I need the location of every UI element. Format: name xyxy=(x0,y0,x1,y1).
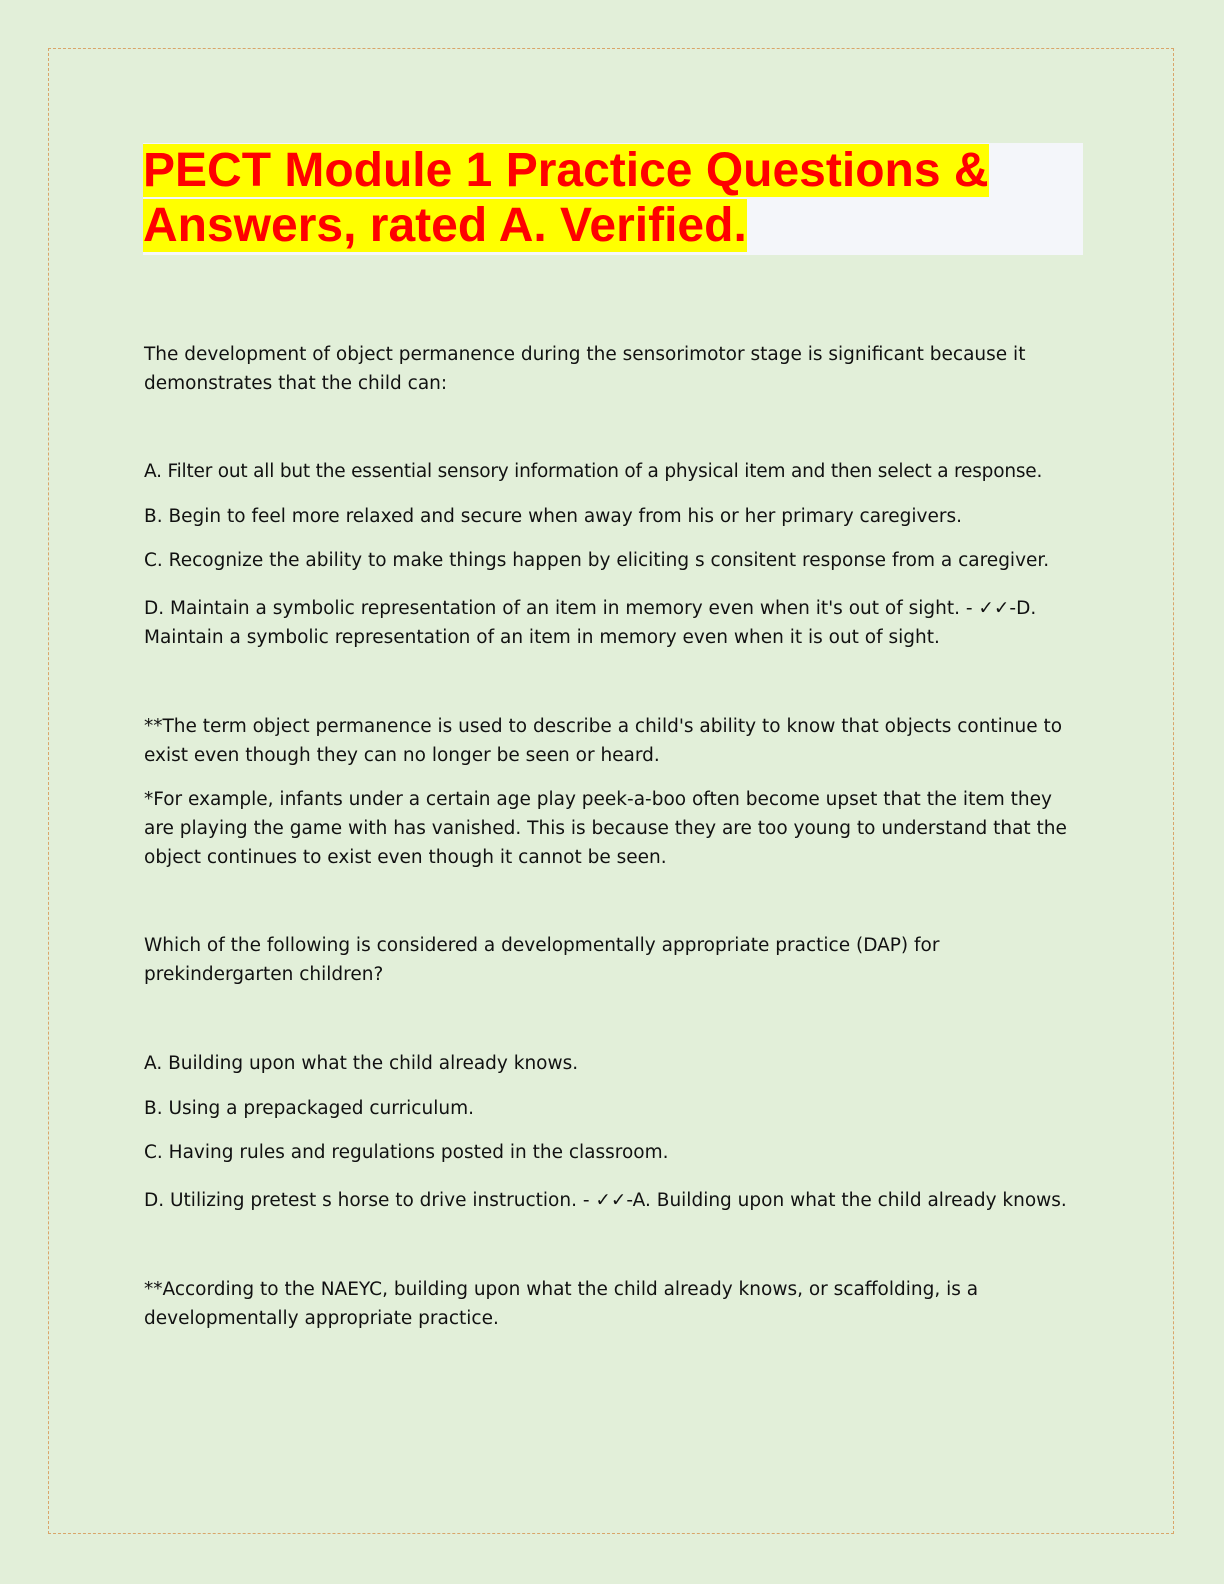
question-2-option-c: C. Having rules and regulations posted in the classroom. xyxy=(144,1142,669,1163)
question-1-explanation-1: **The term object permanence is used to describe a child's ability to know that objects continue to exist even though they can no longer be seen or heard. xyxy=(144,716,1063,766)
question-1-option-a: A. Filter out all but the essential sensory information of a physical item and then select a response. xyxy=(144,461,1043,482)
question-1-explanation-2: *For example, infants under a certain age play peek-a-boo often become upset that the item they are playing the game with has vanished. This is because they are too young to understand that the object continues to exist even though it cannot be seen. xyxy=(144,789,1067,868)
question-2-option-b: B. Using a prepackaged curriculum. xyxy=(144,1098,474,1119)
question-1-text: The development of object permanence during the sensorimotor stage is significant because it demonstrates that the child can: xyxy=(144,344,1026,394)
question-1-option-b: B. Begin to feel more relaxed and secure when away from his or her primary caregivers. xyxy=(144,506,962,527)
title-highlight: PECT Module 1 Practice Questions & Answers, rated A. Verified. xyxy=(143,144,989,252)
question-1-option-c: C. Recognize the ability to make things happen by eliciting s consitent response from a caregiver. xyxy=(144,550,1050,571)
question-2-option-a: A. Building upon what the child already knows. xyxy=(144,1053,579,1074)
question-2-option-d-answer: D. Utilizing pretest s horse to drive instruction. - ✓✓-A. Building upon what the child already knows. xyxy=(144,1190,1067,1211)
title-block xyxy=(143,143,1083,255)
question-2-text: Which of the following is considered a developmentally appropriate practice (DAP) for prekindergarten children? xyxy=(144,935,940,985)
question-1-option-d-answer: D. Maintain a symbolic representation of an item in memory even when it's out of sight. - ✓✓-D. Maintain a symbolic representation of an item in memory even when it is out of sight. xyxy=(144,598,1037,648)
question-2-explanation-1: **According to the NAEYC, building upon what the child already knows, or scaffolding, is a developmentally appropriate practice. xyxy=(144,1279,979,1329)
document-title xyxy=(143,143,1083,253)
